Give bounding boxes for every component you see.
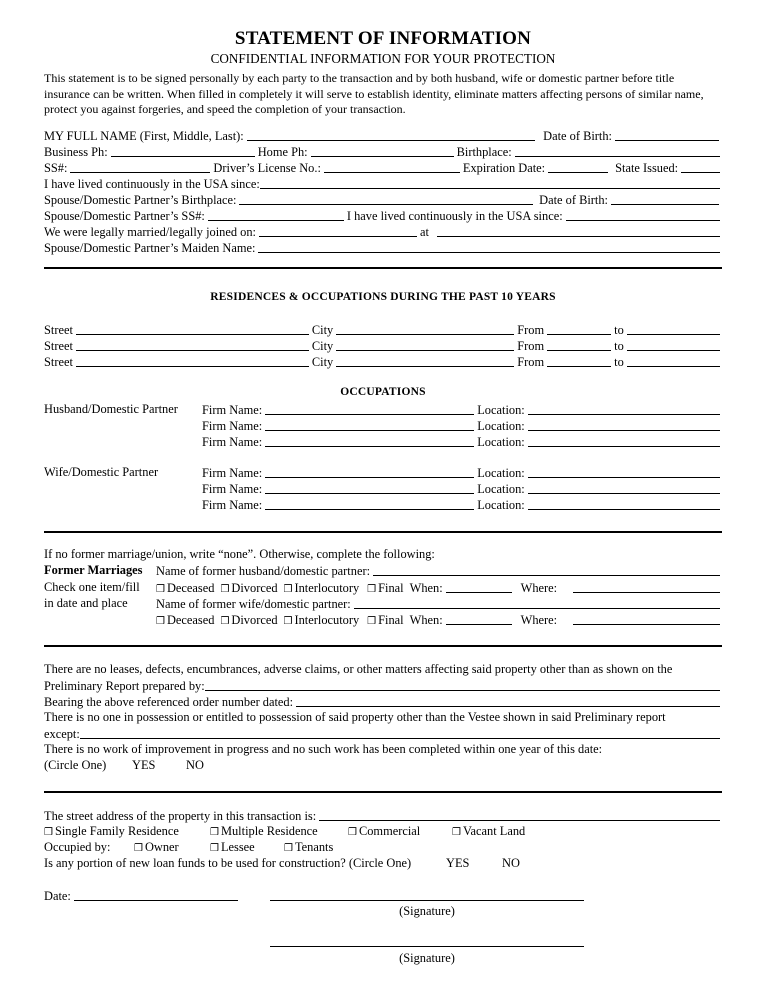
street-label: Street (44, 339, 73, 353)
occupation-row (202, 465, 722, 481)
firm-name-field[interactable] (265, 477, 474, 478)
single-family-label: Single Family Residence (54, 824, 179, 838)
birthplace-field[interactable] (515, 156, 720, 157)
lived-usa-row (44, 176, 722, 192)
preliminary-report-label: Preliminary Report prepared by: (44, 679, 205, 693)
to-label: to (614, 323, 624, 337)
occupation-row (202, 418, 722, 434)
city-label: City (311, 323, 334, 337)
home-phone-field[interactable] (311, 156, 454, 157)
city-field[interactable] (336, 350, 514, 351)
where-label: Where: (520, 613, 558, 627)
date-row (44, 888, 240, 904)
when-label: When: (409, 613, 443, 627)
to-field[interactable] (627, 334, 720, 335)
single-family-checkbox[interactable] (44, 824, 179, 839)
married-label: We were legally married/legally joined on: (44, 225, 256, 239)
signature-line[interactable] (270, 900, 584, 901)
interlocutory-checkbox[interactable] (284, 581, 360, 596)
former-marriages-label: Former Marriages (44, 563, 143, 577)
spouse-birthplace-field[interactable] (239, 204, 533, 205)
spouse-lived-field[interactable] (566, 220, 720, 221)
street-field[interactable] (76, 334, 309, 335)
circle-one-label: (Circle One) (44, 758, 107, 772)
state-issued-field[interactable] (681, 172, 720, 173)
firm-name-label: Firm Name: (202, 482, 263, 496)
married-at-label: at (419, 225, 429, 239)
from-field[interactable] (547, 350, 611, 351)
multiple-residence-label: Multiple Residence (220, 824, 318, 838)
marriage-status-row (156, 612, 722, 628)
divorced-label: Divorced (231, 581, 278, 595)
spouse-ss-row (44, 208, 722, 224)
id-row (44, 160, 722, 176)
multiple-residence-checkbox[interactable] (210, 824, 318, 839)
state-issued-label: State Issued: (615, 161, 679, 175)
commercial-label: Commercial (358, 824, 421, 838)
location-label: Location: (477, 482, 525, 496)
checkbox-icon: ❒ (210, 843, 219, 854)
spouse-birth-row (44, 192, 722, 208)
checkbox-icon: ❒ (284, 843, 293, 854)
lived-usa-field[interactable] (260, 188, 720, 189)
lived-usa-label: I have lived continuously in the USA since: (44, 177, 260, 191)
phone-row (44, 144, 722, 160)
intro-paragraph: This statement is to be signed personally by each party to the transaction and by both husband, wife or domestic partner before title insurance can be written. When filled in completely it will serve to establish identity, eliminate matters affecting persons of similar name, protect you against forgeries, and speed the completion of your transaction. (44, 71, 704, 116)
occupation-row (202, 434, 722, 450)
location-field[interactable] (528, 430, 720, 431)
to-field[interactable] (627, 366, 720, 367)
expiration-field[interactable] (548, 172, 608, 173)
final-label: Final (378, 613, 404, 627)
residence-row (44, 322, 722, 338)
checkbox-icon: ❒ (452, 827, 461, 838)
former-wife-row (156, 596, 722, 612)
deceased-checkbox[interactable] (156, 581, 214, 596)
date-field[interactable] (74, 900, 238, 901)
residences-heading: RESIDENCES & OCCUPATIONS DURING THE PAST 10 YEARS (210, 291, 556, 303)
full-name-label: MY FULL NAME (First, Middle, Last): (44, 129, 244, 143)
street-label: Street (44, 355, 73, 369)
where-field[interactable] (573, 592, 720, 593)
checkbox-icon: ❒ (283, 584, 293, 595)
firm-name-field[interactable] (265, 446, 474, 447)
lessee-label: Lessee (220, 840, 255, 854)
vacant-land-checkbox[interactable] (452, 824, 525, 839)
date-place-label: in date and place (44, 596, 128, 610)
preliminary-report-row (44, 678, 722, 694)
home-phone-label: Home Ph: (257, 145, 308, 159)
former-wife-label: Name of former wife/domestic partner: (156, 597, 351, 611)
residence-row (44, 354, 722, 370)
location-field[interactable] (528, 509, 720, 510)
wife-label: Wife/Domestic Partner (44, 465, 159, 479)
checkbox-icon: ❒ (220, 584, 230, 595)
section-divider (44, 645, 722, 647)
signature-line[interactable] (270, 946, 584, 947)
firm-name-label: Firm Name: (202, 498, 263, 512)
location-field[interactable] (528, 493, 720, 494)
when-label: When: (409, 581, 443, 595)
city-field[interactable] (336, 366, 514, 367)
maiden-name-field[interactable] (258, 252, 720, 253)
former-husband-field[interactable] (373, 575, 720, 576)
owner-label: Owner (144, 840, 179, 854)
construction-question: Is any portion of new loan funds to be used for construction? (Circle One) (44, 856, 412, 870)
section-divider (44, 267, 722, 269)
maiden-name-label: Spouse/Domestic Partner’s Maiden Name: (44, 241, 256, 255)
from-label: From (517, 339, 545, 353)
where-field[interactable] (573, 624, 720, 625)
checkbox-icon: ❒ (367, 584, 377, 595)
former-wife-field[interactable] (354, 608, 720, 609)
checkbox-icon: ❒ (367, 616, 377, 627)
final-label: Final (378, 581, 404, 595)
husband-label: Husband/Domestic Partner (44, 402, 178, 416)
spouse-ss-field[interactable] (208, 220, 344, 221)
location-field[interactable] (528, 477, 720, 478)
occupation-row (202, 402, 722, 418)
divorced-checkbox[interactable] (220, 581, 277, 596)
final-checkbox[interactable] (367, 613, 403, 628)
checkbox-icon: ❒ (283, 616, 293, 627)
firm-name-label: Firm Name: (202, 419, 263, 433)
location-label: Location: (477, 419, 525, 433)
except-field[interactable] (80, 738, 720, 739)
street-label: Street (44, 323, 73, 337)
city-label: City (311, 339, 334, 353)
occupied-by-label: Occupied by: (44, 840, 111, 854)
divorced-checkbox[interactable] (220, 613, 277, 628)
checkbox-icon: ❒ (348, 827, 357, 838)
interlocutory-label: Interlocutory (294, 613, 360, 627)
when-field[interactable] (446, 624, 512, 625)
interlocutory-label: Interlocutory (294, 581, 360, 595)
occupation-row (202, 497, 722, 513)
deceased-label: Deceased (166, 581, 215, 595)
ss-field[interactable] (70, 172, 210, 173)
married-row (44, 224, 722, 240)
dob-label: Date of Birth: (543, 129, 612, 143)
order-date-field[interactable] (296, 706, 720, 707)
birthplace-label: Birthplace: (456, 145, 512, 159)
except-label: except: (44, 727, 80, 741)
marriage-status-row (156, 580, 722, 596)
form-title: STATEMENT OF INFORMATION (234, 28, 532, 49)
to-field[interactable] (627, 350, 720, 351)
from-field[interactable] (547, 334, 611, 335)
full-name-field[interactable] (247, 140, 535, 141)
deceased-label: Deceased (166, 613, 215, 627)
occupations-heading: OCCUPATIONS (340, 386, 426, 398)
construction-no-option[interactable]: NO (502, 856, 520, 870)
except-row (44, 726, 722, 742)
deceased-checkbox[interactable] (156, 613, 214, 628)
former-husband-label: Name of former husband/domestic partner: (156, 564, 371, 578)
preliminary-report-field[interactable] (205, 690, 720, 691)
interlocutory-checkbox[interactable] (284, 613, 360, 628)
spouse-birthplace-label: Spouse/Domestic Partner’s Birthplace: (44, 193, 237, 207)
street-address-label: The street address of the property in this transaction is: (44, 809, 317, 823)
firm-name-field[interactable] (265, 493, 474, 494)
tenants-checkbox[interactable] (284, 840, 333, 855)
construction-yes-option[interactable]: YES (446, 856, 470, 870)
vacant-land-label: Vacant Land (462, 824, 526, 838)
drivers-license-field[interactable] (324, 172, 460, 173)
location-label: Location: (477, 403, 525, 417)
order-date-row (44, 694, 722, 710)
from-label: From (517, 323, 545, 337)
residence-row (44, 338, 722, 354)
former-husband-row (156, 563, 722, 579)
firm-name-field[interactable] (265, 509, 474, 510)
married-place-field[interactable] (437, 236, 720, 237)
location-label: Location: (477, 466, 525, 480)
check-one-label: Check one item/fill (44, 580, 140, 594)
commercial-checkbox[interactable] (348, 824, 420, 839)
spouse-dob-label: Date of Birth: (539, 193, 608, 207)
full-name-row (44, 128, 722, 144)
marriage-intro: If no former marriage/union, write “none”. Otherwise, complete the following: (44, 547, 435, 561)
expiration-label: Expiration Date: (462, 161, 546, 175)
street-field[interactable] (76, 350, 309, 351)
signature-caption: (Signature) (399, 904, 455, 918)
firm-name-label: Firm Name: (202, 466, 263, 480)
leases-statement: There are no leases, defects, encumbrances, adverse claims, or other matters affecting said property other than as shown on the (44, 662, 673, 676)
ss-label: SS#: (44, 161, 68, 175)
owner-checkbox[interactable] (134, 840, 179, 855)
drivers-license-label: Driver’s License No.: (213, 161, 321, 175)
final-checkbox[interactable] (367, 581, 403, 596)
checkbox-icon: ❒ (156, 584, 165, 595)
tenants-label: Tenants (294, 840, 334, 854)
checkbox-icon: ❒ (210, 827, 219, 838)
where-label: Where: (520, 581, 558, 595)
form-subtitle: CONFIDENTIAL INFORMATION FOR YOUR PROTECTION (210, 51, 556, 66)
firm-name-label: Firm Name: (202, 435, 263, 449)
spouse-ss-label: Spouse/Domestic Partner’s SS#: (44, 209, 205, 223)
section-divider (44, 791, 722, 793)
to-label: to (614, 355, 624, 369)
maiden-row (44, 240, 722, 256)
spouse-lived-label: I have lived continuously in the USA since: (346, 209, 563, 223)
business-phone-label: Business Ph: (44, 145, 108, 159)
street-field[interactable] (76, 366, 309, 367)
firm-name-field[interactable] (265, 414, 474, 415)
location-field[interactable] (528, 414, 720, 415)
improvement-statement: There is no work of improvement in progress and no such work has been completed within one year of this date: (44, 742, 603, 756)
date-label: Date: (44, 889, 71, 903)
to-label: to (614, 339, 624, 353)
business-phone-field[interactable] (111, 156, 255, 157)
from-field[interactable] (547, 366, 611, 367)
improvement-no-option[interactable]: NO (186, 758, 204, 772)
signature-caption: (Signature) (399, 951, 455, 965)
from-label: From (517, 355, 545, 369)
dob-field[interactable] (615, 140, 719, 141)
location-field[interactable] (528, 446, 720, 447)
checkbox-icon: ❒ (156, 616, 165, 627)
spouse-dob-field[interactable] (611, 204, 719, 205)
when-field[interactable] (446, 592, 512, 593)
checkbox-icon: ❒ (134, 843, 143, 854)
street-address-field[interactable] (319, 820, 720, 821)
street-address-row (44, 808, 722, 824)
married-date-field[interactable] (259, 236, 417, 237)
firm-name-field[interactable] (265, 430, 474, 431)
occupation-row (202, 481, 722, 497)
divorced-label: Divorced (231, 613, 278, 627)
location-label: Location: (477, 435, 525, 449)
checkbox-icon: ❒ (220, 616, 230, 627)
order-date-label: Bearing the above referenced order number dated: (44, 695, 294, 709)
section-divider (44, 531, 722, 533)
possession-statement: There is no one in possession or entitled to possession of said property other than the Vestee shown in said Preliminary report (44, 710, 666, 724)
improvement-yes-option[interactable]: YES (132, 758, 156, 772)
city-label: City (311, 355, 334, 369)
location-label: Location: (477, 498, 525, 512)
checkbox-icon: ❒ (44, 827, 53, 838)
firm-name-label: Firm Name: (202, 403, 263, 417)
city-field[interactable] (336, 334, 514, 335)
lessee-checkbox[interactable] (210, 840, 255, 855)
